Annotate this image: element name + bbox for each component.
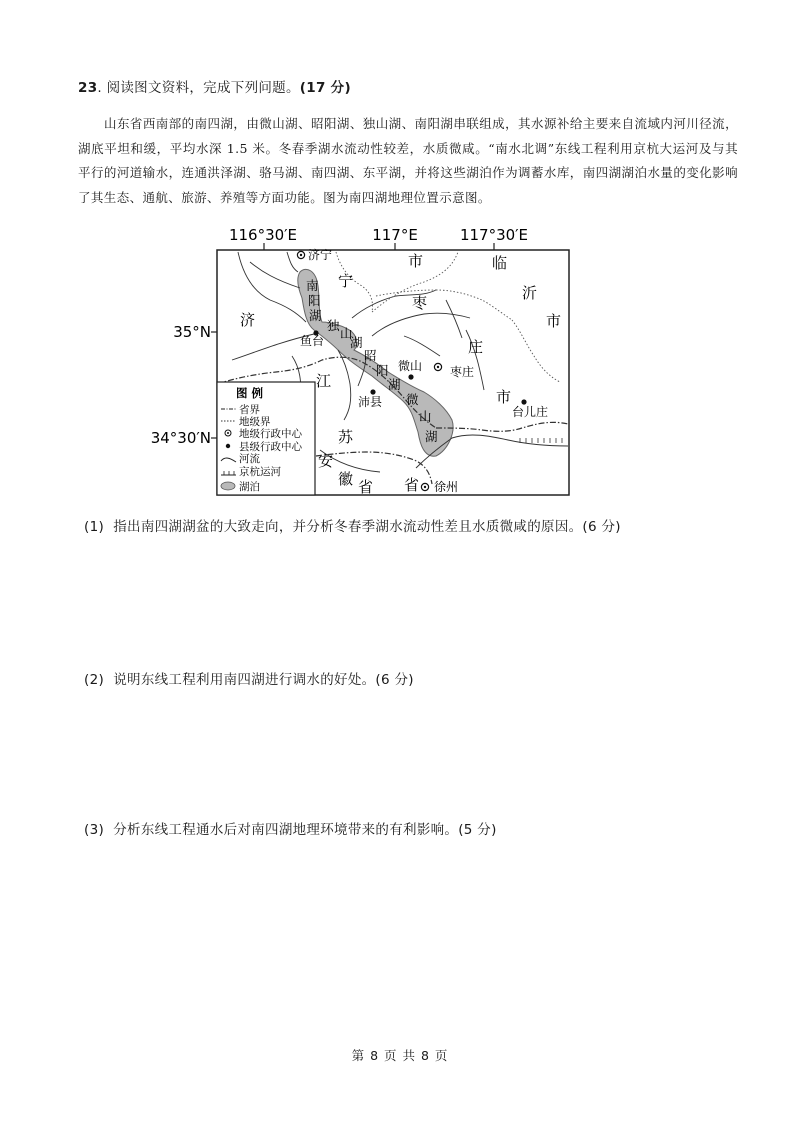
legend-item-pref-center: 地级行政中心	[239, 428, 302, 440]
legend-item-river: 河流	[239, 453, 260, 465]
lat-label-2: 34°30′N	[150, 429, 211, 447]
svg-text:省: 省	[358, 478, 374, 496]
svg-text:独: 独	[327, 318, 340, 333]
place-tai-erzhuang: 台儿庄	[512, 405, 549, 419]
sub-question-3: (3) 分析东线工程通水后对南四湖地理环境带来的有利影响。(5 分)	[84, 822, 497, 838]
sub-question-1: (1) 指出南四湖湖盆的大致走向，并分析冬春季湖水流动性差且水质微咸的原因。(6 分)	[84, 519, 621, 535]
question-title: 阅读图文资料，完成下列问题。	[106, 80, 300, 96]
svg-text:昭: 昭	[364, 348, 377, 363]
passage-text: 山东省西南部的南四湖，由微山湖、昭阳湖、独山湖、南阳湖串联组成，其水源补给主要来自流域内河川径流，湖底平坦和缓，平均水深 1.5 米。冬春季湖水流动性较差，水质微咸。“南水北调”东线工程利用京杭大运河及与其平行的河道输水，连通洪泽湖、骆马湖、南四湖、东平湖，并将这些湖泊作为调蓄水库，南四湖湖泊水量的变化影响了其生态、通航、旅游、养殖等方面功能。图为南四湖地理位置示意图。	[78, 116, 738, 205]
place-zaozhuang: 枣庄	[450, 365, 475, 379]
lake-location-map	[0, 0, 800, 510]
svg-text:庄: 庄	[468, 338, 484, 356]
svg-text:微: 微	[406, 392, 419, 407]
lon-label-2: 117°E	[372, 226, 418, 244]
legend-item-county-center: 县级行政中心	[239, 441, 302, 453]
place-weishan: 微山	[398, 359, 423, 373]
svg-text:徽: 徽	[338, 470, 354, 488]
legend-item-lake: 湖泊	[239, 481, 260, 493]
svg-text:沂: 沂	[522, 284, 538, 302]
svg-text:省: 省	[404, 476, 420, 494]
svg-text:湖: 湖	[309, 308, 322, 323]
svg-text:湖: 湖	[425, 429, 438, 444]
legend-item-province: 省界	[239, 404, 260, 416]
svg-text:临: 临	[492, 254, 508, 272]
place-peixian: 沛县	[358, 395, 383, 409]
svg-text:市: 市	[496, 388, 512, 406]
question-score: (17 分)	[299, 80, 351, 96]
lon-label-3: 117°30′E	[459, 226, 529, 244]
map-legend	[217, 382, 315, 495]
legend-item-prefecture: 地级界	[239, 416, 271, 428]
svg-text:江: 江	[316, 372, 332, 390]
question-number: 23	[78, 80, 98, 96]
svg-text:宁: 宁	[338, 272, 354, 290]
question-header: 23. 阅读图文资料，完成下列问题。(17 分)	[78, 80, 351, 96]
svg-text:南: 南	[306, 278, 319, 293]
svg-text:市: 市	[546, 312, 562, 330]
place-jining: 济宁	[308, 248, 333, 262]
legend-item-canal: 京杭运河	[239, 466, 281, 478]
svg-text:枣: 枣	[412, 294, 428, 312]
svg-text:市: 市	[408, 252, 424, 270]
legend-title: 图 例	[236, 386, 264, 400]
svg-text:湖: 湖	[388, 377, 401, 392]
svg-text:阳: 阳	[376, 363, 389, 378]
svg-text:湖: 湖	[350, 335, 363, 350]
place-yutai: 鱼台	[300, 334, 325, 348]
place-xuzhou: 徐州	[434, 480, 459, 494]
svg-text:山: 山	[340, 326, 353, 341]
svg-text:安: 安	[318, 452, 334, 470]
svg-text:济: 济	[240, 311, 256, 329]
svg-text:苏: 苏	[338, 428, 354, 446]
svg-text:山: 山	[419, 409, 432, 424]
svg-text:阳: 阳	[308, 293, 321, 308]
lon-label-1: 116°30′E	[228, 226, 298, 244]
lat-label-1: 35°N	[173, 323, 211, 341]
page-footer: 第 8 页 共 8 页	[351, 1048, 449, 1063]
sub-question-2: (2) 说明东线工程利用南四湖进行调水的好处。(6 分)	[84, 672, 414, 688]
